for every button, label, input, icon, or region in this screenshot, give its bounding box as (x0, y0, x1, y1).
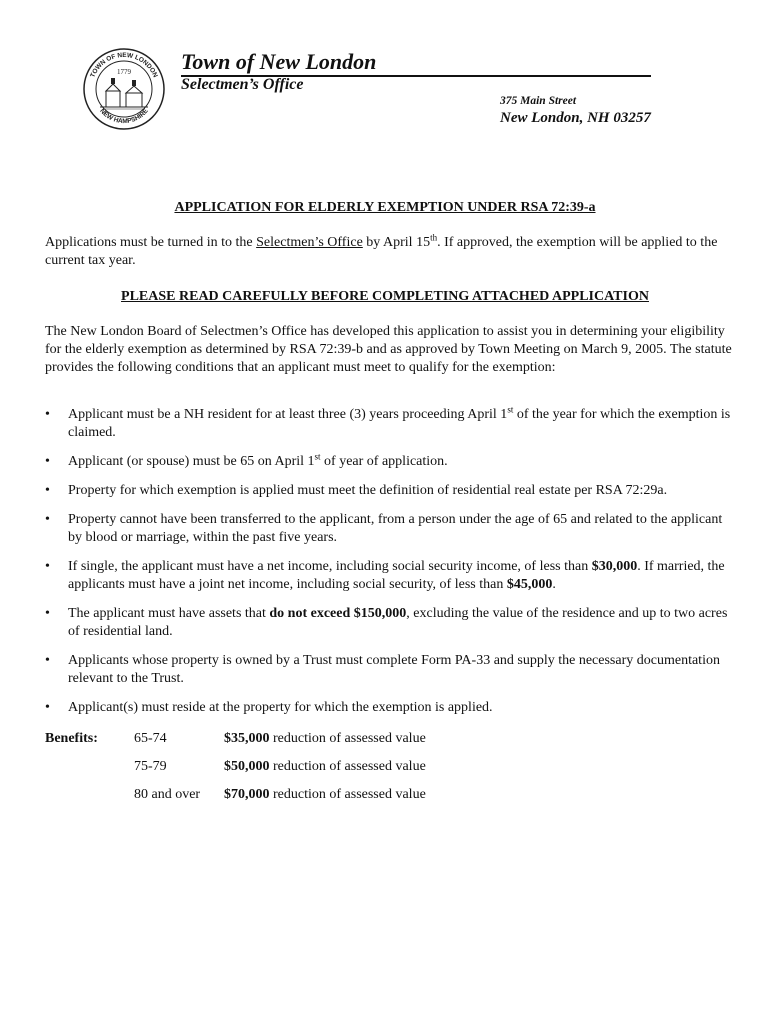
list-item: • Applicants whose property is owned by a Trust must complete Form PA-33 and supply the necessary documentation relevant to the Trust. (45, 653, 720, 686)
benefit-amount: $50,000 reduction of assessed value (224, 759, 426, 774)
street-address: 375 Main Street (500, 95, 577, 107)
list-item: • Applicant must be a NH resident for at least three (3) years proceeding April 1st of the year for which the exemption is claimed. (45, 404, 731, 440)
selectmens-office-link: Selectmen’s Office (256, 235, 363, 250)
list-item: • The applicant must have assets that do not exceed $150,000, excluding the value of the residence and up to two acres of residential land. (45, 606, 728, 639)
bullet-icon: • (45, 559, 50, 574)
list-item: • Applicant (or spouse) must be 65 on April 1st of year of application. (45, 451, 448, 469)
bullet-icon: • (45, 454, 50, 469)
bullet-icon: • (45, 653, 50, 668)
town-name: Town of New London (181, 49, 651, 77)
svg-text:1779: 1779 (117, 68, 131, 76)
svg-text:NEW HAMPSHIRE: NEW HAMPSHIRE (98, 107, 150, 126)
conditions-list (45, 406, 735, 717)
bullet-icon: • (45, 512, 50, 527)
bullet-icon: • (45, 606, 50, 621)
office-name: Selectmen’s Office (181, 76, 304, 93)
benefit-age: 75-79 (134, 759, 167, 774)
benefit-age: 80 and over (134, 787, 201, 802)
benefit-amount: $35,000 reduction of assessed value (224, 731, 426, 746)
list-item: • Property for which exemption is applied must meet the definition of residential real estate per RSA 72:29a. (45, 483, 668, 498)
bullet-icon: • (45, 700, 50, 715)
svg-text:TOWN OF NEW LONDON: TOWN OF NEW LONDON (89, 51, 159, 79)
list-item: • Property cannot have been transferred to the applicant, from a person under the age of 65 and related to the applicant by blood or marriage, within the past five years. (45, 512, 723, 545)
bullet-icon: • (45, 407, 50, 422)
description-paragraph: The New London Board of Selectmen’s Office has developed this application to assist you in determining your eligibility for the elderly exemption as determined by RSA 72:39-b and as approved by Town Meeting on March 9, 2005. The statute provides the following conditions that an applicant must meet to qualify for the exemption: (45, 324, 732, 375)
document-title: APPLICATION FOR ELDERLY EXEMPTION UNDER RSA 72:39-a (174, 200, 596, 215)
list-item: • Applicant(s) must reside at the property for which the exemption is applied. (45, 700, 493, 715)
instructions-heading: PLEASE READ CAREFULLY BEFORE COMPLETING ATTACHED APPLICATION (121, 289, 649, 304)
town-seal-icon (82, 47, 166, 131)
benefit-age: 65-74 (134, 731, 167, 746)
bullet-icon: • (45, 483, 50, 498)
intro-paragraph: Applications must be turned in to the Selectmen’s Office by April 15th. If approved, the exemption will be applied to the current tax year. (45, 232, 718, 268)
list-item: • If single, the applicant must have a net income, including social security income, of less than $30,000. If married, the applicants must have a joint net income, including social security, of less than $45,000. (45, 559, 725, 592)
benefits-label: Benefits: (45, 731, 98, 746)
city-address: New London, NH 03257 (500, 110, 651, 126)
benefit-amount: $70,000 reduction of assessed value (224, 787, 426, 802)
